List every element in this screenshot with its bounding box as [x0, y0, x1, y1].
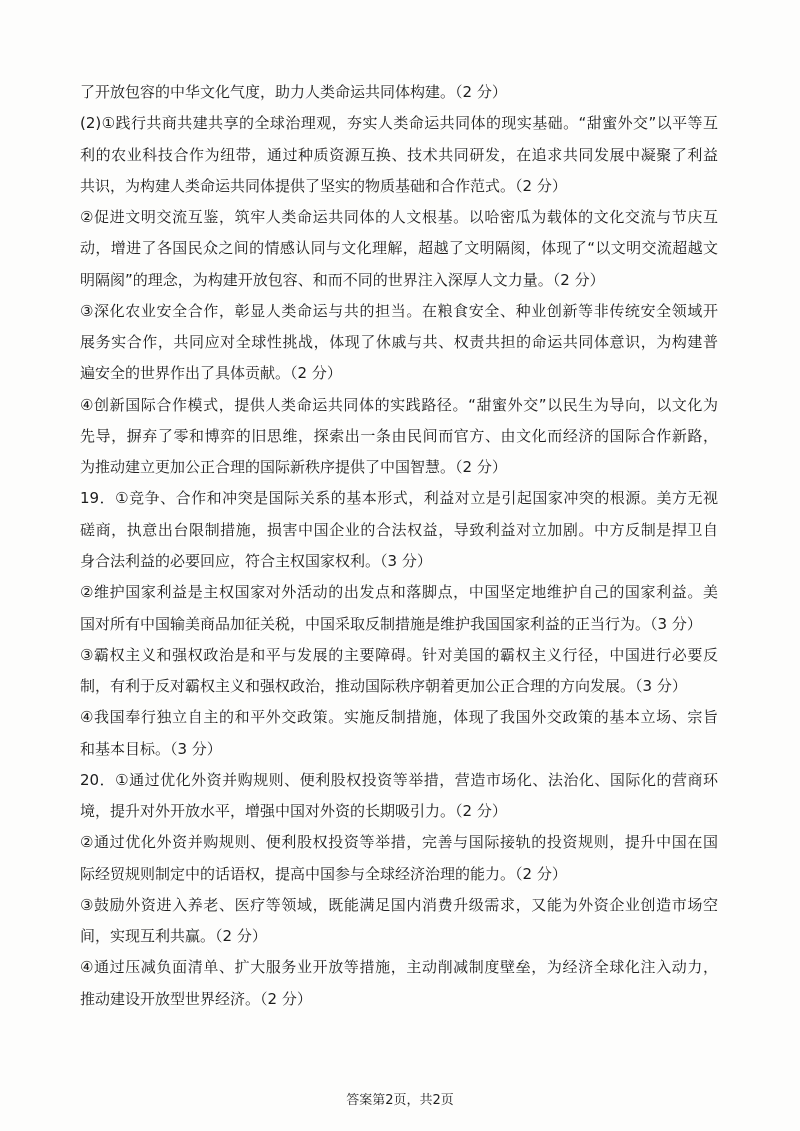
answer-19-point-1 — [80, 483, 718, 577]
answer-key-body — [80, 77, 718, 1015]
answer-line: (2)①践行共商共建共享的全球治理观，夯实人类命运共同体的现实基础。“甜蜜外交”以平等互 — [80, 114, 718, 133]
answer-line: 了开放包容的中华文化气度，助力人类命运共同体构建。（2 分） — [80, 83, 507, 101]
answer-line: ③鼓励外资进入养老、医疗等领域，既能满足国内消费升级需求，又能为外资企业创造市场空 — [80, 895, 718, 914]
answer-line: 推动建设开放型世界经济。（2 分） — [80, 989, 312, 1008]
answer-20-point-4 — [80, 952, 718, 1015]
answer-line: ②维护国家利益是主权国家对外活动的出发点和落脚点，中国坚定地维护自己的国家利益。美 — [80, 583, 718, 602]
answer-line: 磋商，执意出台限制措施，损害中国企业的合法权益，导致利益对立加剧。中方反制是捍卫自 — [80, 520, 718, 539]
answer-line: ④通过压减负面清单、扩大服务业开放等措施，主动削减制度壁垒，为经济全球化注入动力， — [80, 958, 718, 977]
answer-line: 为推动建立更加公正合理的国际新秩序提供了中国智慧。（2 分） — [80, 458, 507, 477]
answer-line: 19．①竞争、合作和冲突是国际关系的基本形式，利益对立是引起国家冲突的根源。美方无视 — [80, 489, 718, 508]
page-footer: 答案第2页，共2页 — [346, 1093, 454, 1108]
answer-19-point-2 — [80, 577, 718, 640]
answer-line: 动，增进了各国民众之间的情感认同与文化理解，超越了文明隔阂，体现了“以文明交流超越文 — [80, 239, 718, 258]
answer-line: 制，有利于反对霸权主义和强权政治，推动国际秩序朝着更加公正合理的方向发展。（3 分） — [80, 677, 687, 696]
answer-line: ③深化农业安全合作，彰显人类命运与共的担当。在粮食安全、种业创新等非传统安全领域开 — [80, 301, 718, 320]
answer-continuation — [80, 77, 718, 108]
answer-line: ④我国奉行独立自主的和平外交政策。实施反制措施，体现了我国外交政策的基本立场、宗旨 — [80, 708, 718, 727]
answer-line: 间，实现互利共赢。（2 分） — [80, 927, 267, 946]
answer-20-point-3 — [80, 890, 718, 953]
answer-19-point-3 — [80, 640, 718, 703]
answer-line: 际经贸规则制定中的话语权，提高中国参与全球经济治理的能力。（2 分） — [80, 864, 567, 883]
answer-19-point-4 — [80, 702, 718, 765]
answer-part-2-point-2 — [80, 202, 718, 296]
answer-line: 共识，为构建人类命运共同体提供了坚实的物质基础和合作范式。（2 分） — [80, 176, 567, 195]
answer-line: ②促进文明交流互鉴，筑牢人类命运共同体的人文根基。以哈密瓜为载体的文化交流与节庆互 — [80, 208, 718, 227]
answer-line: ③霸权主义和强权政治是和平与发展的主要障碍。针对美国的霸权主义行径，中国进行必要反 — [80, 645, 718, 664]
answer-line: 遍安全的世界作出了具体贡献。（2 分） — [80, 364, 342, 383]
answer-line: 展务实合作，共同应对全球性挑战，体现了休戚与共、权责共担的命运共同体意识，为构建普 — [80, 333, 718, 352]
answer-part-2-point-1 — [80, 108, 718, 202]
answer-line: 境，提升对外开放水平，增强中国对外资的长期吸引力。（2 分） — [80, 802, 507, 821]
answer-20-point-2 — [80, 827, 718, 890]
answer-part-2-point-3 — [80, 296, 718, 390]
answer-line: 身合法利益的必要回应，符合主权国家权利。（3 分） — [80, 551, 432, 570]
answer-line: 国对所有中国输美商品加征关税，中国采取反制措施是维护我国国家利益的正当行为。（3 分） — [80, 614, 702, 633]
answer-line: 利的农业科技合作为纽带，通过种质资源互换、技术共同研发，在追求共同发展中凝聚了利益 — [80, 145, 718, 164]
answer-line: 和基本目标。（3 分） — [80, 739, 222, 758]
answer-line: ②通过优化外资并购规则、便利股权投资等举措，完善与国际接轨的投资规则，提升中国在国 — [80, 833, 718, 852]
answer-line: 明隔阂”的理念，为构建开放包容、和而不同的世界注入深厚人文力量。（2 分） — [80, 270, 605, 289]
answer-line: 20．①通过优化外资并购规则、便利股权投资等举措，营造市场化、法治化、国际化的营商环 — [80, 770, 718, 789]
answer-line: 先导，摒弃了零和博弈的旧思维，探索出一条由民间而官方、由文化而经济的国际合作新路， — [80, 426, 718, 445]
answer-part-2-point-4 — [80, 390, 718, 484]
answer-20-point-1 — [80, 765, 718, 828]
answer-line: ④创新国际合作模式，提供人类命运共同体的实践路径。“甜蜜外交”以民生为导向，以文化为 — [80, 395, 718, 414]
